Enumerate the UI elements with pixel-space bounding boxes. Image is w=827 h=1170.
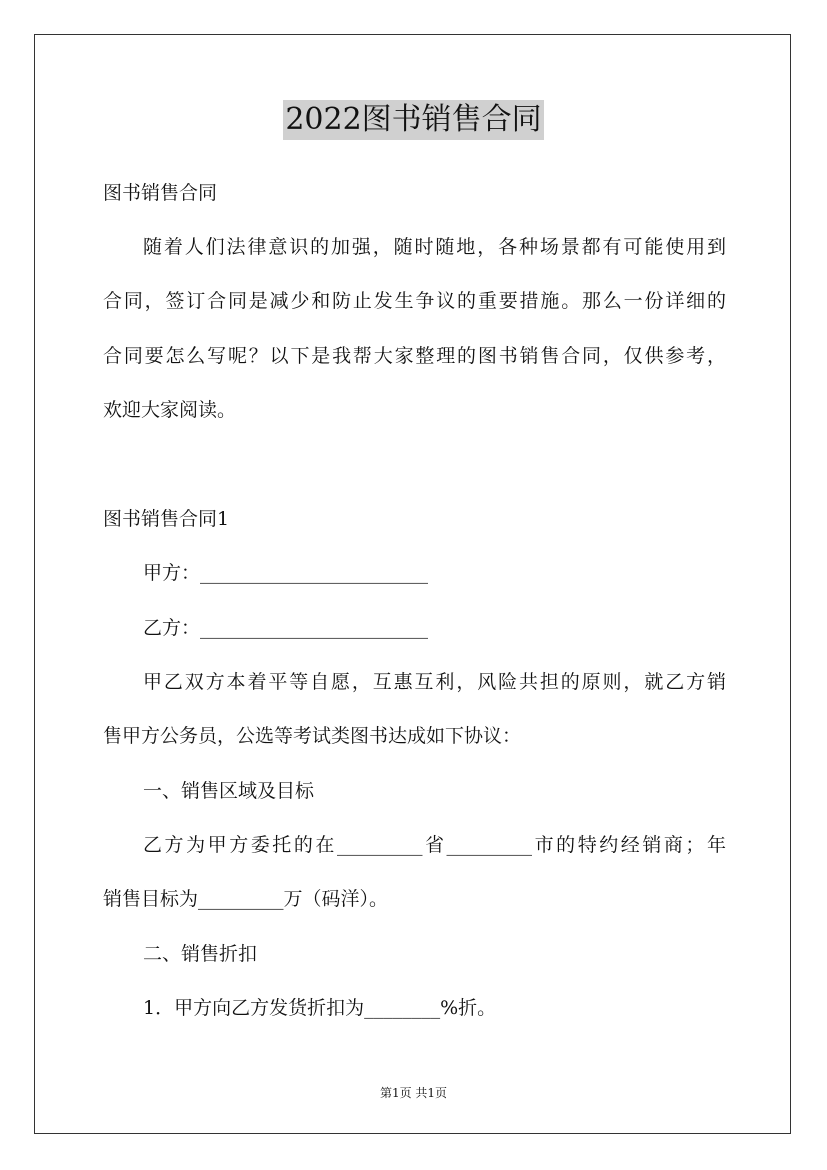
clause1-title: 一、销售区域及目标 xyxy=(143,780,315,802)
clause1-line-1: 乙方为甲方委托的在_________省_________市的特约经销商；年 xyxy=(143,834,726,856)
agreement-line-1: 甲乙双方本着平等自愿，互惠互利，风险共担的原则，就乙方销 xyxy=(143,671,726,693)
intro-line-3: 合同要怎么写呢？以下是我帮大家整理的图书销售合同，仅供参考， xyxy=(103,345,726,367)
clause2-title: 二、销售折扣 xyxy=(143,943,258,965)
agreement-line-2: 售甲方公务员，公选等考试类图书达成如下协议： xyxy=(103,725,522,747)
section-title: 图书销售合同1 xyxy=(103,508,230,530)
party-b-line: 乙方：________________________ xyxy=(143,617,429,639)
document-title-wrap xyxy=(0,100,827,140)
party-a-line: 甲方：________________________ xyxy=(143,562,429,584)
document-title: 2022图书销售合同 xyxy=(283,100,543,140)
intro-line-1: 随着人们法律意识的加强，随时随地，各种场景都有可能使用到 xyxy=(143,236,726,258)
page-footer: 第1页 共1页 xyxy=(379,1086,448,1100)
document-subtitle: 图书销售合同 xyxy=(103,182,218,204)
clause2-item-1: 1．甲方向乙方发货折扣为________%折。 xyxy=(143,997,497,1019)
intro-line-4: 欢迎大家阅读。 xyxy=(103,399,237,421)
intro-line-2: 合同，签订合同是减少和防止发生争议的重要措施。那么一份详细的 xyxy=(103,290,726,312)
clause1-line-2: 销售目标为_________万（码洋）。 xyxy=(103,888,389,910)
